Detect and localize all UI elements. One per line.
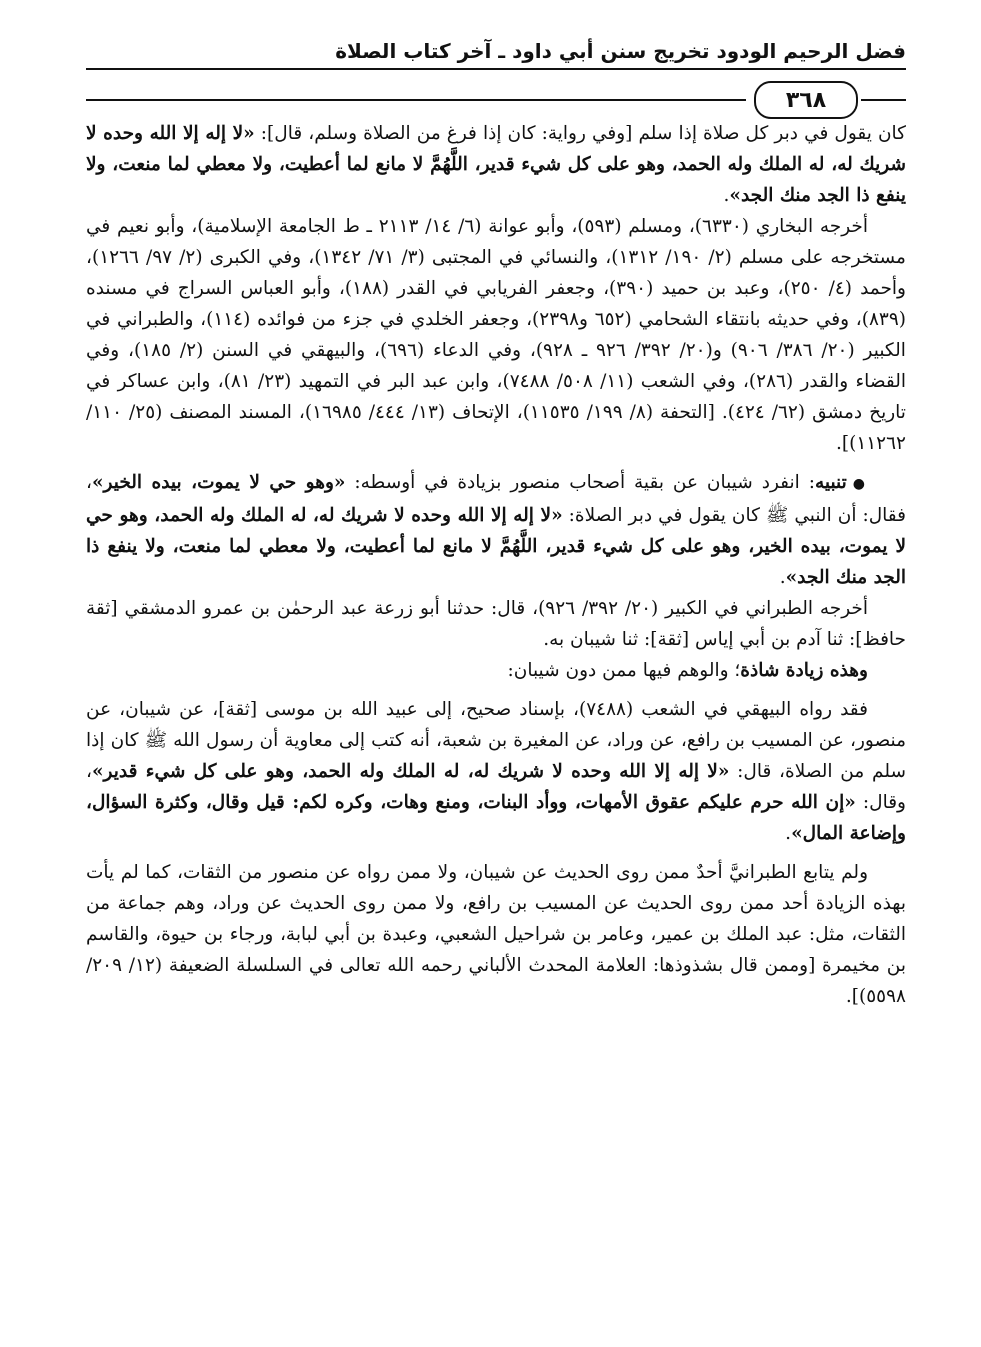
bold-text-run: وهذه زيادة شاذة bbox=[740, 660, 868, 681]
page-number-badge bbox=[754, 81, 858, 119]
header-right-rule bbox=[861, 99, 906, 101]
bold-text-run: «لا إله إلا الله وحده لا شريك له، له الملك وله الحمد، وهو على كل شيء قدير، اللَّهُمَّ لا مانع لما أعطيت، ولا معطي لما منعت، ولا ينفع ذا الجد منك الجد» bbox=[86, 123, 906, 206]
bold-text-run: تنبيه bbox=[814, 472, 847, 493]
paragraph-p7 bbox=[86, 857, 906, 1012]
paragraph-p5 bbox=[86, 655, 906, 686]
paragraph-p1 bbox=[86, 118, 906, 211]
paragraph-p3 bbox=[86, 467, 906, 593]
paragraph-p2 bbox=[86, 211, 906, 459]
text-run: . bbox=[785, 823, 792, 844]
text-run: ، وقال: bbox=[86, 761, 906, 813]
header-left-rule bbox=[86, 99, 746, 101]
text-run: ؛ والوهم فيها ممن دون شيبان: bbox=[507, 660, 741, 681]
page-number: ٣٦٨ bbox=[785, 87, 827, 113]
bullet-icon: ● bbox=[852, 476, 868, 492]
page-body bbox=[86, 118, 906, 1012]
text-run: . bbox=[723, 185, 730, 206]
bold-text-run: «لا إله إلا الله وحده لا شريك له، له الملك وله الحمد، وهو حي لا يموت، بيده الخير، وهو على كل شيء قدير، اللَّهُمَّ لا مانع لما أعطيت، ولا معطي لما منعت، ولا ينفع ذا الجد منك الجد» bbox=[86, 505, 906, 588]
bold-text-run: «لا إله إلا الله وحده لا شريك له، له الملك وله الحمد، وهو على كل شيء قدير» bbox=[91, 761, 730, 782]
text-run: أخرجه الطبراني في الكبير (٢٠/ ٣٩٢/ ٩٢٦)، قال: حدثنا أبو زرعة عبد الرحمٰن بن عمرو الدمشقي [ثقة حافظ]: ثنا آدم بن أبي إياس [ثقة]: ثنا شيبان به. bbox=[86, 598, 906, 650]
bold-text-run: «وهو حي لا يموت، بيده الخير» bbox=[91, 472, 346, 493]
header-top-rule bbox=[86, 68, 906, 70]
text-run: : انفرد شيبان عن بقية أصحاب منصور بزيادة في أوسطه: bbox=[345, 472, 815, 493]
paragraph-p4 bbox=[86, 593, 906, 655]
running-title: فضل الرحيم الودود تخريج سنن أبي داود ـ آخر كتاب الصلاة bbox=[335, 39, 906, 63]
text-run: أخرجه البخاري (٦٣٣٠)، ومسلم (٥٩٣)، وأبو عوانة (٦/ ١٤/ ٢١١٣ ـ ط الجامعة الإسلامية)، وأبو نعيم في مستخرجه على مسلم (٢/ ١٩٠/ ١٣١٢)، والنسائي في المجتبى (٣/ ٧١/ ١٣٤٢)، وفي الكبرى (٢/ ٩٧/ ١٢٦٦)، وأحمد (٤/ ٢٥٠)، وعبد بن حميد (٣٩٠)، وجعفر الفريابي في القدر (١٨٨)، وأبو العباس السراج في مسنده (٨٣٩)، وفي حديثه بانتقاء الشحامي (٦٥٢ و٢٣٩٨)، وجعفر الخلدي في جزء من فوائده (١١٤)، والطبراني في الكبير (٢٠/ ٣٨٦/ ٩٠٦) و(٢٠/ ٣٩٢/ ٩٢٦ ـ ٩٢٨)، وفي الدعاء (٦٩٦)، والبيهقي في السنن (٢/ ١٨٥)، وفي القضاء والقدر (٢٨٦)، وفي الشعب (١١/ ٥٠٨/ ٧٤٨٨)، وابن عبد البر في التمهيد (٢٣/ ٨١)، وابن عساكر في تاريخ دمشق (٦٢/ ٤٢٤). [التحفة (٨/ ١٩٩/ ١١٥٣٥)، الإتحاف (١٣/ ٤٤٤/ ١٦٩٨٥)، المسند المصنف (٢٥/ ١١٠/ ١١٢٦٢)]. bbox=[86, 216, 906, 454]
text-run: كان يقول في دبر كل صلاة إذا سلم [وفي رواية: كان إذا فرغ من الصلاة وسلم، قال]: bbox=[254, 123, 906, 144]
page-header bbox=[86, 36, 906, 113]
bold-text-run: «إن الله حرم عليكم عقوق الأمهات، ووأد البنات، ومنع وهات، وكره لكم: قيل وقال، وكثرة السؤال، وإضاعة المال» bbox=[86, 792, 906, 844]
text-run: ولم يتابع الطبرانيَّ أحدٌ ممن روى الحديث عن شيبان، ولا ممن رواه عن منصور من الثقات، كما لم يأت بهذه الزيادة أحد ممن روى الحديث عن المسيب بن رافع، ولا ممن روى الحديث عن وراد، وهم جماعة من الثقات، مثل: عبد الملك بن عمير، وعامر بن شراحيل الشعبي، وعبدة بن أبي لبابة، ورجاء بن حيوة، والقاسم بن مخيمرة [وممن قال بشذوذها: العلامة المحدث الألباني رحمه الله تعالى في السلسلة الضعيفة (١٢/ ٢٠٩/ ٥٥٩٨)]. bbox=[86, 862, 907, 1007]
text-run: فقد رواه البيهقي في الشعب (٧٤٨٨)، بإسناد صحيح، إلى عبيد الله بن موسى [ثقة]، عن شيبان، عن منصور، عن المسيب بن رافع، عن وراد، عن المغيرة بن شعبة، أنه كتب إلى معاوية أن رسول الله ﷺ كان إذا سلم من الصلاة، قال: bbox=[86, 699, 906, 782]
paragraph-p6 bbox=[86, 694, 906, 849]
text-run: ، فقال: أن النبي ﷺ كان يقول في دبر الصلاة: bbox=[86, 472, 906, 526]
text-run: . bbox=[779, 567, 786, 588]
